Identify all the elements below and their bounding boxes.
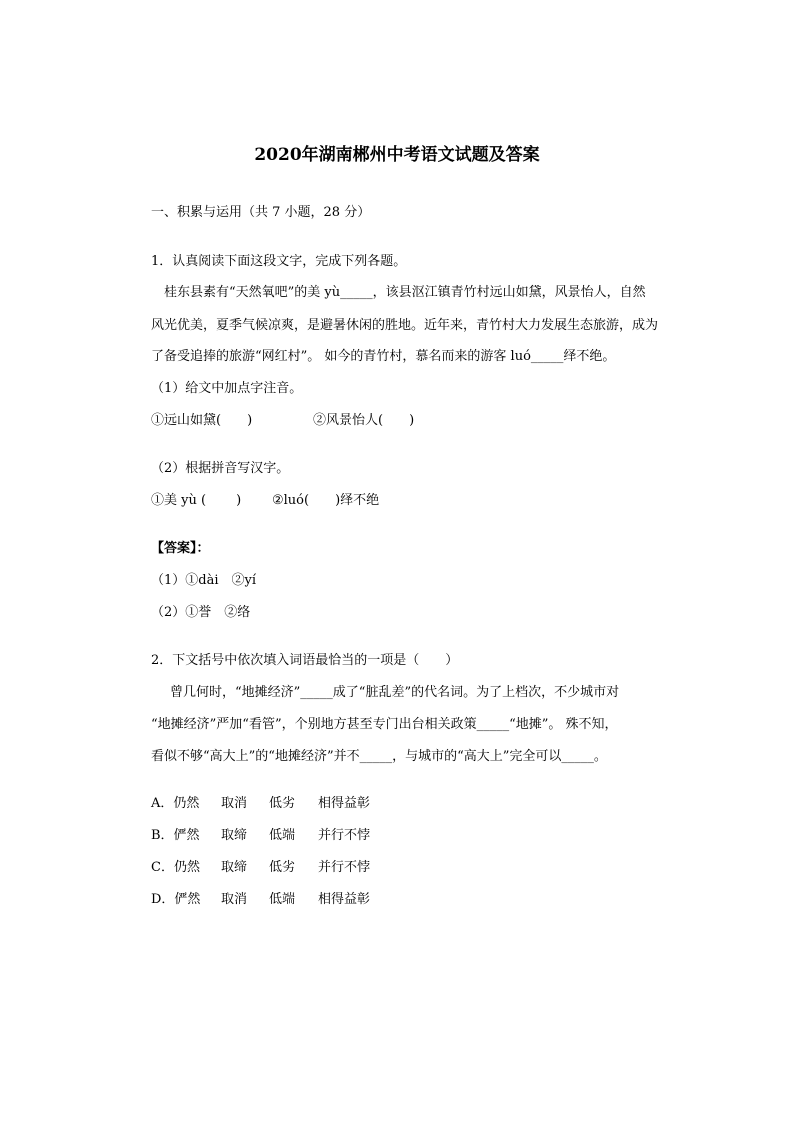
sub-question-2-label: （2）根据拼音写汉字。 bbox=[151, 461, 290, 476]
question-1-stem: 1．认真阅读下面这段文字，完成下列各题。 bbox=[151, 254, 407, 269]
question-1-passage-line-1: 桂东县素有“天然氧吧”的美 yù_____，该县沤江镇青竹村远山如黛，风景怡人，自然 bbox=[164, 285, 646, 300]
option-c-word-3: 低劣 bbox=[269, 860, 296, 875]
question-1-passage-line-3: 了备受追捧的旅游“网红村”。 如今的青竹村，慕名而来的游客 luó_____绎不绝。 bbox=[151, 349, 616, 364]
sub-question-2-item-2: ②luó( )绎不绝 bbox=[272, 493, 380, 508]
answer-label: 【答案】： bbox=[151, 541, 210, 556]
section-heading: 一、积累与运用（共 7 小题，28 分） bbox=[151, 205, 371, 220]
option-a-word-3: 低劣 bbox=[269, 796, 296, 811]
option-b-word-3: 低端 bbox=[269, 828, 296, 843]
question-1-passage-line-2: 风光优美，夏季气候凉爽，是避暑休闲的胜地。近年来，青竹村大力发展生态旅游，成为 bbox=[151, 318, 659, 333]
option-d-word-2: 取消 bbox=[221, 892, 248, 907]
sub-question-1-label: （1）给文中加点字注音。 bbox=[151, 381, 303, 396]
question-2-passage-line-3: 看似不够“高大上”的“地摊经济”并不_____，与城市的“高大上”完全可以_____。 bbox=[151, 749, 607, 764]
option-c-word-2: 取缔 bbox=[221, 860, 248, 875]
option-a-word-1: A．仍然 bbox=[151, 796, 200, 811]
page-title: 2020年湖南郴州中考语文试题及答案 bbox=[254, 145, 540, 165]
answer-line-1: （1）①dài ②yí bbox=[151, 573, 257, 588]
option-d-word-3: 低端 bbox=[269, 892, 296, 907]
question-2-passage-line-1: 曾几何时，“地摊经济”_____成了“脏乱差”的代名词。为了上档次，不少城市对 bbox=[170, 685, 620, 700]
option-d-word-4: 相得益彰 bbox=[318, 892, 371, 907]
question-2-passage-line-2: “地摊经济”严加“看管”，个别地方甚至专门出台相关政策_____“地摊”。 殊不知， bbox=[151, 717, 618, 732]
option-c-word-1: C．仍然 bbox=[151, 860, 200, 875]
sub-question-1-item-1: ①远山如黛( ) bbox=[151, 413, 253, 428]
option-b-word-4: 并行不悖 bbox=[318, 828, 371, 843]
option-c-word-4: 并行不悖 bbox=[318, 860, 371, 875]
question-2-stem: 2．下文括号中依次填入词语最恰当的一项是（ ） bbox=[151, 653, 459, 668]
option-b-word-2: 取缔 bbox=[221, 828, 248, 843]
option-a-word-2: 取消 bbox=[221, 796, 248, 811]
sub-question-1-item-2: ②风景怡人( ) bbox=[313, 413, 415, 428]
answer-line-2: （2）①誉 ②络 bbox=[151, 605, 251, 620]
option-a-word-4: 相得益彰 bbox=[318, 796, 371, 811]
option-b-word-1: B．俨然 bbox=[151, 828, 200, 843]
option-d-word-1: D．俨然 bbox=[151, 892, 201, 907]
sub-question-2-item-1: ①美 yù ( ) bbox=[151, 493, 242, 508]
